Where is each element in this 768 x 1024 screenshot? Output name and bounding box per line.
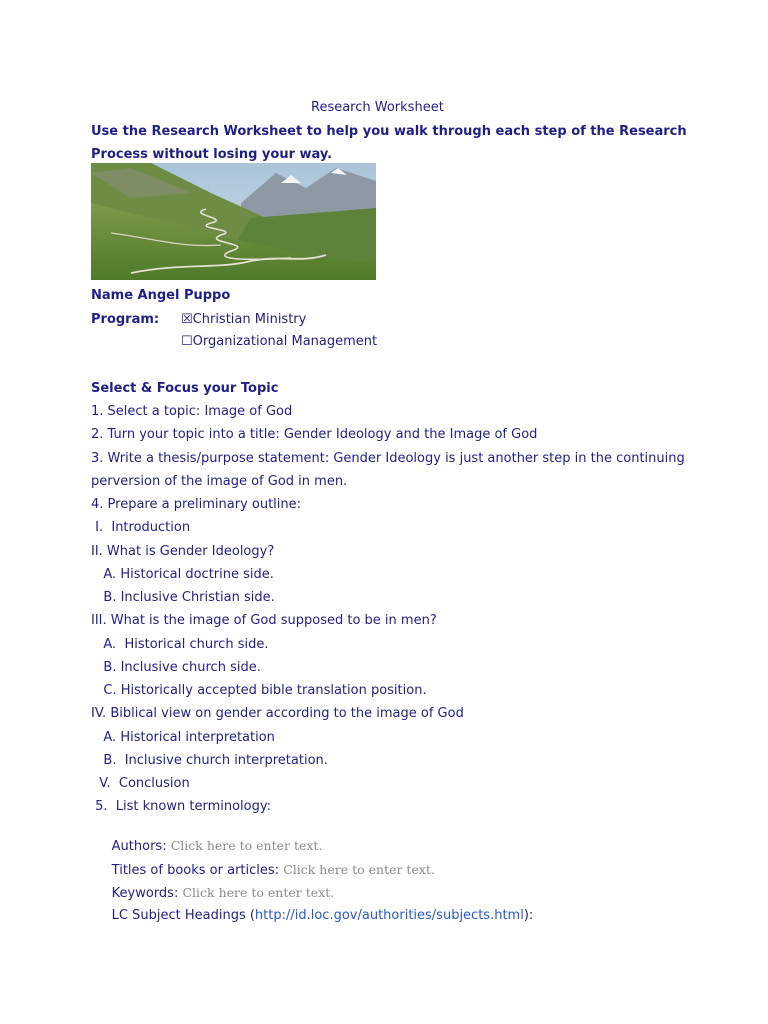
outline-item: IV. Biblical view on gender according to the image of God bbox=[91, 706, 464, 721]
step-2: 2. Turn your topic into a title: Gender Ideology and the Image of God bbox=[91, 427, 538, 442]
unchecked-checkbox-icon[interactable]: ☐ bbox=[181, 334, 193, 349]
authors-label: Authors: bbox=[107, 839, 171, 854]
intro-line-1: Use the Research Worksheet to help you walk through each step of the Research bbox=[91, 124, 687, 139]
outline-item: B. Inclusive church side. bbox=[91, 660, 261, 675]
mountain-road-photo bbox=[91, 163, 376, 280]
keywords-input[interactable]: Click here to enter text. bbox=[182, 885, 335, 900]
step-1: 1. Select a topic: Image of God bbox=[91, 404, 293, 419]
step-4: 4. Prepare a preliminary outline: bbox=[91, 497, 302, 512]
outline-item: I. Introduction bbox=[91, 520, 191, 535]
lc-subject-row bbox=[91, 892, 533, 940]
step-3-line-2: perversion of the image of God in men. bbox=[91, 474, 348, 489]
lc-subject-label: LC Subject Headings ( bbox=[107, 908, 255, 923]
option-label: Organizational Management bbox=[192, 334, 378, 349]
outline-item: III. What is the image of God supposed to be in men? bbox=[91, 613, 437, 628]
authors-input[interactable]: Click here to enter text. bbox=[170, 838, 323, 853]
outline-item: II. What is Gender Ideology? bbox=[91, 544, 275, 559]
program-label: Program: bbox=[91, 312, 160, 327]
titles-input[interactable]: Click here to enter text. bbox=[283, 862, 435, 877]
lc-subject-suffix: ): bbox=[523, 908, 534, 923]
outline-item: B. Inclusive church interpretation. bbox=[91, 753, 328, 768]
outline-item: C. Historically accepted bible translation position. bbox=[91, 683, 427, 698]
titles-label: Titles of books or articles: bbox=[107, 863, 284, 878]
checked-checkbox-icon[interactable]: ☒ bbox=[181, 312, 193, 327]
intro-line-2: Process without losing your way. bbox=[91, 147, 333, 162]
step-3-line-1: 3. Write a thesis/purpose statement: Gender Ideology is just another step in the continuing bbox=[91, 451, 685, 466]
outline-item: B. Inclusive Christian side. bbox=[91, 590, 275, 605]
step-5: 5. List known terminology: bbox=[91, 799, 272, 814]
option-label: Christian Ministry bbox=[192, 312, 307, 327]
program-option-organizational-management[interactable] bbox=[181, 334, 377, 350]
name-line: Name Angel Puppo bbox=[91, 288, 231, 303]
lc-subject-link[interactable]: http://id.loc.gov/authorities/subjects.html bbox=[254, 908, 524, 923]
outline-item: A. Historical church side. bbox=[91, 637, 269, 652]
outline-item: A. Historical doctrine side. bbox=[91, 567, 274, 582]
outline-item: V. Conclusion bbox=[91, 776, 190, 791]
keywords-label: Keywords: bbox=[107, 886, 183, 901]
section-title: Select & Focus your Topic bbox=[91, 381, 279, 396]
program-option-christian-ministry[interactable] bbox=[181, 312, 306, 328]
page-title: Research Worksheet bbox=[311, 100, 444, 115]
outline-item: A. Historical interpretation bbox=[91, 730, 275, 745]
